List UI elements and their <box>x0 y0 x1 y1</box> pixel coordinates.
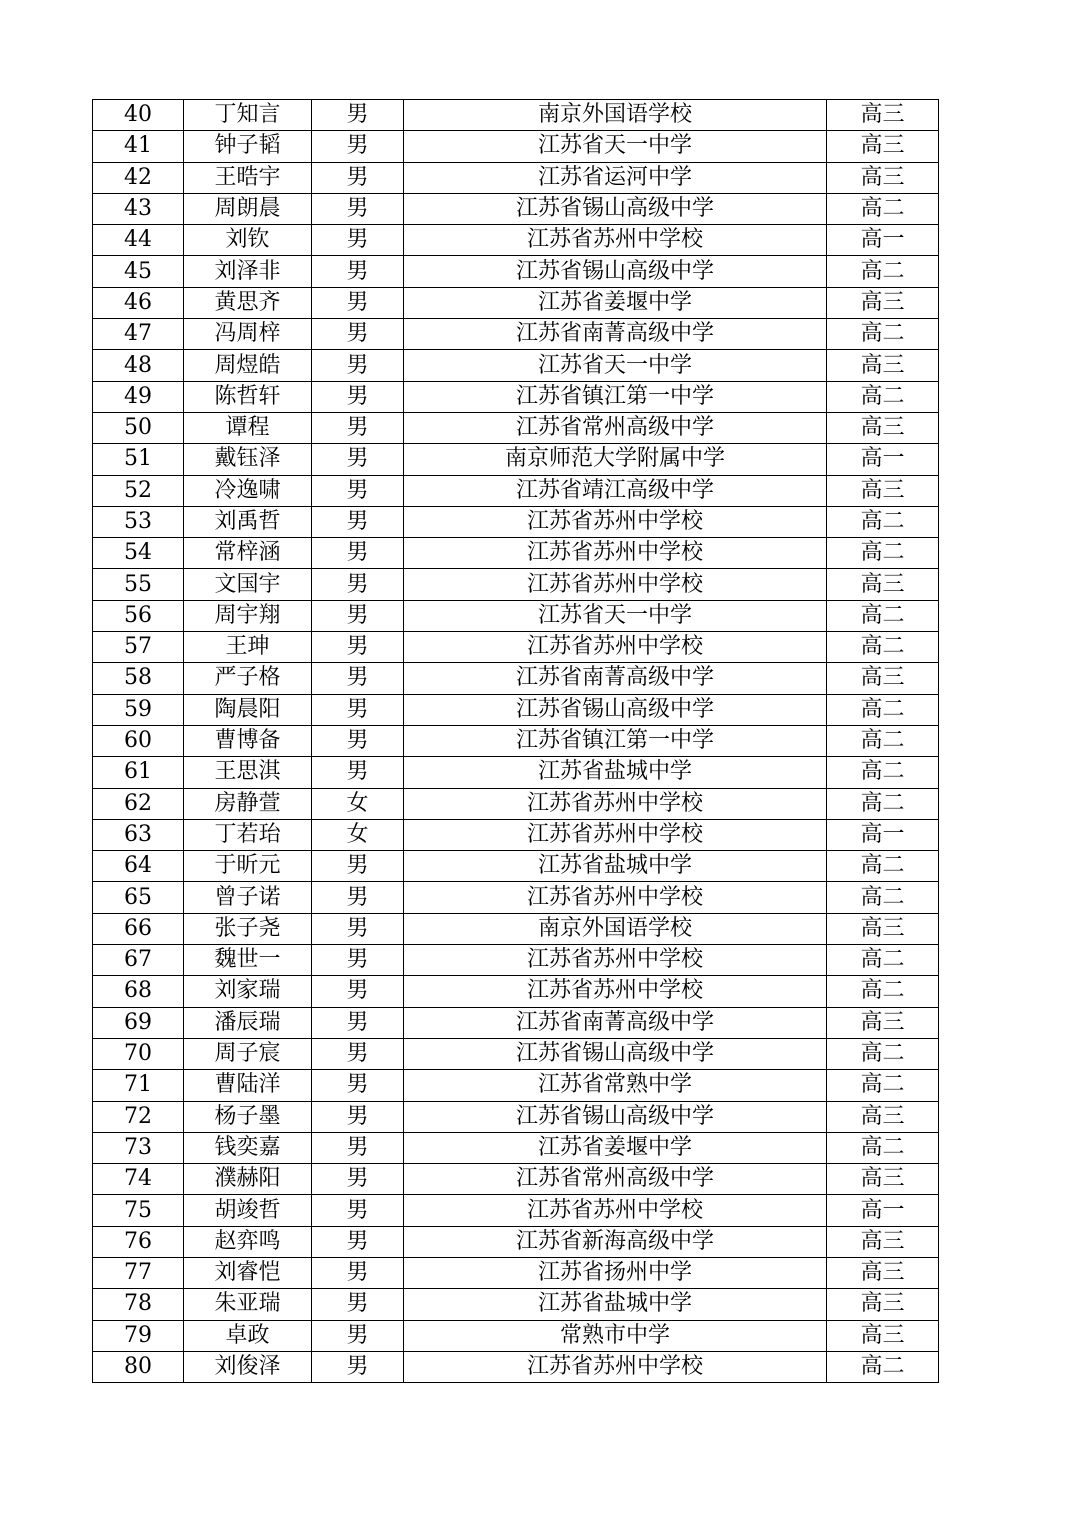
row-number-cell: 75 <box>93 1195 184 1226</box>
name-cell: 严子格 <box>184 663 312 694</box>
table-row <box>93 1132 939 1163</box>
grade-cell: 高二 <box>827 1070 939 1101</box>
row-number-cell: 45 <box>93 256 184 287</box>
school-cell: 江苏省苏州中学校 <box>404 882 827 913</box>
grade-cell: 高三 <box>827 100 939 131</box>
name-cell: 丁知言 <box>184 100 312 131</box>
table-row <box>93 287 939 318</box>
gender-cell: 男 <box>312 1226 404 1257</box>
row-number-cell: 43 <box>93 193 184 224</box>
row-number-cell: 61 <box>93 757 184 788</box>
grade-cell: 高二 <box>827 506 939 537</box>
grade-cell: 高二 <box>827 851 939 882</box>
table-row <box>93 538 939 569</box>
gender-cell: 男 <box>312 319 404 350</box>
name-cell: 刘泽非 <box>184 256 312 287</box>
student-list-table <box>92 99 939 1383</box>
grade-cell: 高三 <box>827 131 939 162</box>
school-cell: 江苏省南菁高级中学 <box>404 319 827 350</box>
gender-cell: 男 <box>312 1070 404 1101</box>
grade-cell: 高二 <box>827 882 939 913</box>
grade-cell: 高二 <box>827 976 939 1007</box>
row-number-cell: 54 <box>93 538 184 569</box>
table-row <box>93 1320 939 1351</box>
name-cell: 王思淇 <box>184 757 312 788</box>
grade-cell: 高三 <box>827 162 939 193</box>
name-cell: 周朗晨 <box>184 193 312 224</box>
name-cell: 曹陆洋 <box>184 1070 312 1101</box>
table-row <box>93 193 939 224</box>
row-number-cell: 67 <box>93 945 184 976</box>
gender-cell: 男 <box>312 1195 404 1226</box>
gender-cell: 女 <box>312 788 404 819</box>
row-number-cell: 72 <box>93 1101 184 1132</box>
gender-cell: 男 <box>312 100 404 131</box>
grade-cell: 高一 <box>827 819 939 850</box>
name-cell: 刘家瑞 <box>184 976 312 1007</box>
gender-cell: 男 <box>312 600 404 631</box>
grade-cell: 高三 <box>827 1007 939 1038</box>
table-row <box>93 506 939 537</box>
gender-cell: 男 <box>312 287 404 318</box>
school-cell: 江苏省南菁高级中学 <box>404 663 827 694</box>
name-cell: 魏世一 <box>184 945 312 976</box>
name-cell: 陶晨阳 <box>184 694 312 725</box>
grade-cell: 高三 <box>827 1226 939 1257</box>
name-cell: 谭程 <box>184 412 312 443</box>
school-cell: 江苏省苏州中学校 <box>404 506 827 537</box>
school-cell: 江苏省扬州中学 <box>404 1257 827 1288</box>
row-number-cell: 41 <box>93 131 184 162</box>
name-cell: 赵弈鸣 <box>184 1226 312 1257</box>
row-number-cell: 76 <box>93 1226 184 1257</box>
name-cell: 王晧宇 <box>184 162 312 193</box>
row-number-cell: 58 <box>93 663 184 694</box>
school-cell: 南京师范大学附属中学 <box>404 444 827 475</box>
table-row <box>93 444 939 475</box>
grade-cell: 高三 <box>827 1320 939 1351</box>
school-cell: 江苏省镇江第一中学 <box>404 725 827 756</box>
row-number-cell: 69 <box>93 1007 184 1038</box>
school-cell: 江苏省姜堰中学 <box>404 1132 827 1163</box>
table-row <box>93 1226 939 1257</box>
table-row <box>93 913 939 944</box>
grade-cell: 高二 <box>827 1132 939 1163</box>
row-number-cell: 79 <box>93 1320 184 1351</box>
grade-cell: 高二 <box>827 945 939 976</box>
gender-cell: 男 <box>312 131 404 162</box>
grade-cell: 高三 <box>827 663 939 694</box>
table-row <box>93 976 939 1007</box>
gender-cell: 男 <box>312 945 404 976</box>
gender-cell: 男 <box>312 193 404 224</box>
school-cell: 常熟市中学 <box>404 1320 827 1351</box>
name-cell: 于昕元 <box>184 851 312 882</box>
grade-cell: 高一 <box>827 225 939 256</box>
table-row <box>93 1195 939 1226</box>
school-cell: 江苏省苏州中学校 <box>404 1195 827 1226</box>
grade-cell: 高三 <box>827 1101 939 1132</box>
row-number-cell: 53 <box>93 506 184 537</box>
table-row <box>93 882 939 913</box>
name-cell: 戴钰泽 <box>184 444 312 475</box>
table-row <box>93 1257 939 1288</box>
gender-cell: 男 <box>312 569 404 600</box>
grade-cell: 高三 <box>827 1289 939 1320</box>
row-number-cell: 64 <box>93 851 184 882</box>
gender-cell: 男 <box>312 1164 404 1195</box>
grade-cell: 高二 <box>827 725 939 756</box>
school-cell: 江苏省运河中学 <box>404 162 827 193</box>
table-row <box>93 819 939 850</box>
name-cell: 文国宇 <box>184 569 312 600</box>
name-cell: 曹博备 <box>184 725 312 756</box>
school-cell: 江苏省苏州中学校 <box>404 788 827 819</box>
gender-cell: 男 <box>312 444 404 475</box>
school-cell: 江苏省锡山高级中学 <box>404 193 827 224</box>
name-cell: 陈哲轩 <box>184 381 312 412</box>
row-number-cell: 66 <box>93 913 184 944</box>
row-number-cell: 68 <box>93 976 184 1007</box>
school-cell: 江苏省南菁高级中学 <box>404 1007 827 1038</box>
name-cell: 周子宸 <box>184 1038 312 1069</box>
row-number-cell: 55 <box>93 569 184 600</box>
grade-cell: 高二 <box>827 757 939 788</box>
school-cell: 江苏省锡山高级中学 <box>404 1101 827 1132</box>
name-cell: 周煜皓 <box>184 350 312 381</box>
grade-cell: 高三 <box>827 1257 939 1288</box>
grade-cell: 高三 <box>827 913 939 944</box>
row-number-cell: 65 <box>93 882 184 913</box>
row-number-cell: 40 <box>93 100 184 131</box>
table-row <box>93 256 939 287</box>
table-row <box>93 225 939 256</box>
gender-cell: 男 <box>312 851 404 882</box>
gender-cell: 男 <box>312 757 404 788</box>
table-row <box>93 1038 939 1069</box>
gender-cell: 男 <box>312 882 404 913</box>
row-number-cell: 51 <box>93 444 184 475</box>
school-cell: 江苏省常熟中学 <box>404 1070 827 1101</box>
name-cell: 丁若珆 <box>184 819 312 850</box>
row-number-cell: 62 <box>93 788 184 819</box>
table-row <box>93 1070 939 1101</box>
gender-cell: 男 <box>312 632 404 663</box>
table-row <box>93 1289 939 1320</box>
grade-cell: 高三 <box>827 569 939 600</box>
table-row <box>93 350 939 381</box>
gender-cell: 男 <box>312 538 404 569</box>
school-cell: 江苏省靖江高级中学 <box>404 475 827 506</box>
gender-cell: 男 <box>312 913 404 944</box>
grade-cell: 高二 <box>827 694 939 725</box>
name-cell: 刘钦 <box>184 225 312 256</box>
table-row <box>93 600 939 631</box>
name-cell: 曾子诺 <box>184 882 312 913</box>
row-number-cell: 44 <box>93 225 184 256</box>
table-row <box>93 694 939 725</box>
name-cell: 刘睿恺 <box>184 1257 312 1288</box>
grade-cell: 高二 <box>827 538 939 569</box>
gender-cell: 男 <box>312 725 404 756</box>
table-row <box>93 319 939 350</box>
grade-cell: 高二 <box>827 381 939 412</box>
school-cell: 江苏省盐城中学 <box>404 1289 827 1320</box>
gender-cell: 男 <box>312 162 404 193</box>
gender-cell: 男 <box>312 976 404 1007</box>
gender-cell: 女 <box>312 819 404 850</box>
row-number-cell: 80 <box>93 1351 184 1382</box>
gender-cell: 男 <box>312 475 404 506</box>
name-cell: 濮赫阳 <box>184 1164 312 1195</box>
table-row <box>93 663 939 694</box>
row-number-cell: 60 <box>93 725 184 756</box>
grade-cell: 高一 <box>827 444 939 475</box>
gender-cell: 男 <box>312 1320 404 1351</box>
school-cell: 江苏省苏州中学校 <box>404 569 827 600</box>
grade-cell: 高一 <box>827 1195 939 1226</box>
row-number-cell: 49 <box>93 381 184 412</box>
name-cell: 房静萱 <box>184 788 312 819</box>
name-cell: 胡竣哲 <box>184 1195 312 1226</box>
gender-cell: 男 <box>312 1289 404 1320</box>
gender-cell: 男 <box>312 381 404 412</box>
gender-cell: 男 <box>312 412 404 443</box>
table-row <box>93 475 939 506</box>
table-row <box>93 131 939 162</box>
row-number-cell: 59 <box>93 694 184 725</box>
gender-cell: 男 <box>312 1038 404 1069</box>
grade-cell: 高三 <box>827 350 939 381</box>
name-cell: 周宇翔 <box>184 600 312 631</box>
name-cell: 潘辰瑞 <box>184 1007 312 1038</box>
grade-cell: 高三 <box>827 475 939 506</box>
name-cell: 刘禹哲 <box>184 506 312 537</box>
gender-cell: 男 <box>312 1351 404 1382</box>
table-row <box>93 1101 939 1132</box>
gender-cell: 男 <box>312 1101 404 1132</box>
gender-cell: 男 <box>312 1007 404 1038</box>
grade-cell: 高三 <box>827 1164 939 1195</box>
school-cell: 江苏省苏州中学校 <box>404 819 827 850</box>
gender-cell: 男 <box>312 225 404 256</box>
name-cell: 王珅 <box>184 632 312 663</box>
grade-cell: 高二 <box>827 1351 939 1382</box>
school-cell: 江苏省锡山高级中学 <box>404 256 827 287</box>
row-number-cell: 74 <box>93 1164 184 1195</box>
school-cell: 江苏省盐城中学 <box>404 757 827 788</box>
row-number-cell: 42 <box>93 162 184 193</box>
school-cell: 南京外国语学校 <box>404 913 827 944</box>
school-cell: 江苏省苏州中学校 <box>404 1351 827 1382</box>
row-number-cell: 52 <box>93 475 184 506</box>
school-cell: 江苏省天一中学 <box>404 600 827 631</box>
grade-cell: 高三 <box>827 412 939 443</box>
table-row <box>93 569 939 600</box>
row-number-cell: 73 <box>93 1132 184 1163</box>
table-row <box>93 788 939 819</box>
school-cell: 江苏省苏州中学校 <box>404 945 827 976</box>
row-number-cell: 47 <box>93 319 184 350</box>
table-row <box>93 945 939 976</box>
table-row <box>93 1007 939 1038</box>
table-row <box>93 1351 939 1382</box>
table-row <box>93 381 939 412</box>
name-cell: 张子尧 <box>184 913 312 944</box>
table-row <box>93 412 939 443</box>
row-number-cell: 70 <box>93 1038 184 1069</box>
name-cell: 钱奕嘉 <box>184 1132 312 1163</box>
gender-cell: 男 <box>312 663 404 694</box>
school-cell: 江苏省苏州中学校 <box>404 976 827 1007</box>
name-cell: 朱亚瑞 <box>184 1289 312 1320</box>
school-cell: 江苏省苏州中学校 <box>404 225 827 256</box>
gender-cell: 男 <box>312 694 404 725</box>
school-cell: 南京外国语学校 <box>404 100 827 131</box>
school-cell: 江苏省天一中学 <box>404 131 827 162</box>
row-number-cell: 71 <box>93 1070 184 1101</box>
school-cell: 江苏省姜堰中学 <box>404 287 827 318</box>
school-cell: 江苏省盐城中学 <box>404 851 827 882</box>
name-cell: 冯周梓 <box>184 319 312 350</box>
grade-cell: 高二 <box>827 319 939 350</box>
row-number-cell: 78 <box>93 1289 184 1320</box>
name-cell: 杨子墨 <box>184 1101 312 1132</box>
name-cell: 刘俊泽 <box>184 1351 312 1382</box>
grade-cell: 高二 <box>827 632 939 663</box>
row-number-cell: 57 <box>93 632 184 663</box>
school-cell: 江苏省新海高级中学 <box>404 1226 827 1257</box>
row-number-cell: 48 <box>93 350 184 381</box>
gender-cell: 男 <box>312 1132 404 1163</box>
grade-cell: 高二 <box>827 1038 939 1069</box>
school-cell: 江苏省苏州中学校 <box>404 538 827 569</box>
table-row <box>93 162 939 193</box>
grade-cell: 高三 <box>827 287 939 318</box>
name-cell: 冷逸啸 <box>184 475 312 506</box>
table-row <box>93 1164 939 1195</box>
gender-cell: 男 <box>312 506 404 537</box>
name-cell: 黄思齐 <box>184 287 312 318</box>
row-number-cell: 63 <box>93 819 184 850</box>
school-cell: 江苏省锡山高级中学 <box>404 694 827 725</box>
name-cell: 卓政 <box>184 1320 312 1351</box>
school-cell: 江苏省镇江第一中学 <box>404 381 827 412</box>
table-row <box>93 757 939 788</box>
name-cell: 常梓涵 <box>184 538 312 569</box>
row-number-cell: 56 <box>93 600 184 631</box>
row-number-cell: 46 <box>93 287 184 318</box>
table-row <box>93 851 939 882</box>
school-cell: 江苏省天一中学 <box>404 350 827 381</box>
row-number-cell: 77 <box>93 1257 184 1288</box>
name-cell: 钟子韬 <box>184 131 312 162</box>
grade-cell: 高二 <box>827 193 939 224</box>
gender-cell: 男 <box>312 1257 404 1288</box>
school-cell: 江苏省苏州中学校 <box>404 632 827 663</box>
table-row <box>93 100 939 131</box>
grade-cell: 高二 <box>827 600 939 631</box>
grade-cell: 高二 <box>827 788 939 819</box>
gender-cell: 男 <box>312 350 404 381</box>
school-cell: 江苏省常州高级中学 <box>404 412 827 443</box>
table-body <box>93 100 939 1383</box>
table-row <box>93 725 939 756</box>
row-number-cell: 50 <box>93 412 184 443</box>
school-cell: 江苏省常州高级中学 <box>404 1164 827 1195</box>
gender-cell: 男 <box>312 256 404 287</box>
grade-cell: 高二 <box>827 256 939 287</box>
table-row <box>93 632 939 663</box>
school-cell: 江苏省锡山高级中学 <box>404 1038 827 1069</box>
